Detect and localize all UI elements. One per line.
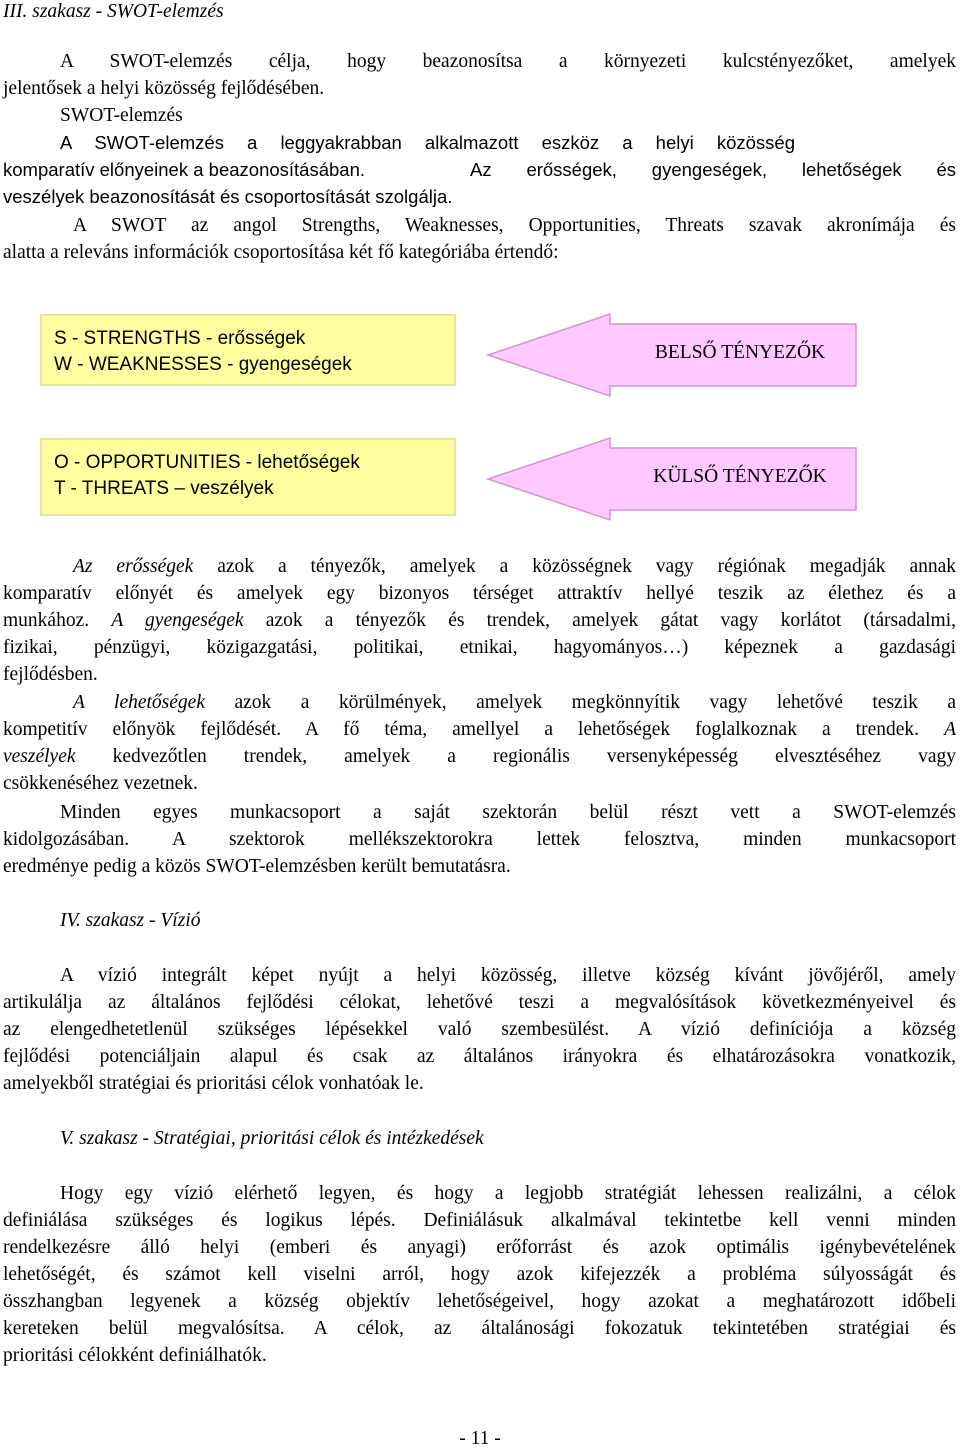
strategy-line-2: definiálása szükséges és logikus lépés. Definiálásuk alkalmával tekintetbe kell venni minden	[3, 1210, 956, 1231]
strengths-term: Az erősségek	[73, 556, 194, 577]
intro-line-2: jelentősek a helyi közösség fejlődésében.	[3, 78, 325, 99]
def-line-4: fizikai, pénzügyi, közigazgatási, politikai, etnikai, hagyományos…) képeznek a gazdasági	[3, 637, 956, 658]
swot-subtitle: SWOT-elemzés	[60, 105, 183, 126]
intro-line-1: A SWOT-elemzés célja, hogy beazonosítsa a környezeti kulcstényezőket, amelyek	[60, 51, 956, 72]
internal-factors-box	[40, 314, 456, 386]
strategy-line-4: lehetőségét, és számot kell viselni arról, hogy azok kifejezzék a probléma súlyosságát és	[3, 1264, 956, 1285]
vision-line-4: fejlődési potenciáljain alapul és csak az általános irányokra és elhatározásokra vonatkozik,	[3, 1046, 956, 1067]
def-line-6: A lehetőségek azok a körülmények, amelyek megkönnyítik vagy lehetővé teszik a	[73, 692, 957, 713]
strategy-line-3: rendelkezésre álló helyi (emberi és anyagi) erőforrást és azok optimális igénybevételének	[3, 1237, 956, 1258]
p2-line-2: alatta a releváns információk csoportosítása két fő kategóriába értendő:	[3, 242, 559, 263]
opportunities-term: A lehetőségek	[73, 692, 205, 713]
def-line-5: fejlődésben.	[3, 664, 98, 685]
p1-line-1: A SWOT-elemzés a leggyakrabban alkalmazott eszköz a helyi közösség	[60, 132, 795, 153]
external-factors-box	[40, 438, 456, 516]
def-line-7: kompetitív előnyök fejlődését. A fő téma, amellyel a lehetőségek foglalkoznak a trendek. A	[3, 719, 956, 740]
workgroup-line-1: Minden egyes munkacsoport a saját szektorán belül részt vett a SWOT-elemzés	[60, 802, 956, 823]
page-number: - 11 -	[459, 1428, 501, 1449]
p1-line-2: komparatív előnyeinek a beazonosításában.	[3, 159, 366, 180]
def-line-3: munkához. A gyengeségek azok a tényezők és trendek, amelyek gátat vagy korlátot (társadalmi,	[3, 610, 957, 631]
threats-term: veszélyek	[3, 746, 76, 767]
def-line-2: komparatív előnyét és amelyek egy bizonyos térséget attraktív hellyé teszik az élethez és a	[3, 583, 956, 604]
strategy-line-5: összhangban legyenek a község objektív lehetőségeivel, hogy azokat a meghatározott időbeli	[3, 1291, 956, 1312]
section-4-heading: IV. szakasz - Vízió	[60, 910, 201, 931]
threats-label: T - THREATS – veszélyek	[54, 478, 274, 499]
def-line-1: Az erősségek azok a tényezők, amelyek a közösségnek vagy régiónak megadják annak	[73, 556, 957, 577]
opportunities-label: O - OPPORTUNITIES - lehetőségek	[54, 452, 360, 473]
strategy-line-7: prioritási célokként definiálhatók.	[3, 1345, 267, 1366]
def-line-9: csökkenéséhez vezetnek.	[3, 773, 198, 794]
vision-line-1: A vízió integrált képet nyújt a helyi közösség, illetve község kívánt jövőjéről, amely	[60, 965, 956, 986]
p1-line-2b: Az erősségek, gyengeségek, lehetőségek és	[470, 159, 956, 180]
vision-line-3: az elengedhetetlenül szükséges lépésekkel való szembesülést. A vízió definíciója a község	[3, 1019, 956, 1040]
def-line-8: veszélyek kedvezőtlen trendek, amelyek a regionális versenyképesség elvesztéséhez vagy	[3, 746, 956, 767]
workgroup-line-2: kidolgozásában. A szektorok mellékszektorokra lettek felosztva, minden munkacsoport	[3, 829, 956, 850]
weaknesses-label: W - WEAKNESSES - gyengeségek	[54, 354, 352, 375]
p1-line-3: veszélyek beazonosítását és csoportosítását szolgálja.	[3, 186, 453, 207]
external-factors-label: KÜLSŐ TÉNYEZŐK	[653, 466, 827, 487]
strategy-line-1: Hogy egy vízió elérhető legyen, és hogy a legjobb stratégiát lehessen realizálni, a célok	[60, 1183, 956, 1204]
internal-factors-label: BELSŐ TÉNYEZŐK	[654, 342, 826, 363]
vision-line-5: amelyekből stratégiai és prioritási célok vonhatóak le.	[3, 1073, 424, 1094]
workgroup-line-3: eredménye pedig a közös SWOT-elemzésben került bemutatásra.	[3, 856, 511, 877]
strategy-line-6: kereteken belül megvalósítsa. A célok, az általánosági fokozatuk tekintetében stratégiai és	[3, 1318, 956, 1339]
section-5-heading: V. szakasz - Stratégiai, prioritási célok és intézkedések	[60, 1128, 484, 1149]
section-3-heading: III. szakasz - SWOT-elemzés	[3, 1, 224, 22]
strengths-label: S - STRENGTHS - erősségek	[54, 328, 306, 349]
p2-line-1: A SWOT az angol Strengths, Weaknesses, Opportunities, Threats szavak akronímája és	[73, 215, 956, 236]
vision-line-2: artikulálja az általános fejlődési célokat, lehetővé teszi a megvalósítások következményeivel és	[3, 992, 956, 1013]
weaknesses-term: A gyengeségek	[111, 610, 244, 631]
